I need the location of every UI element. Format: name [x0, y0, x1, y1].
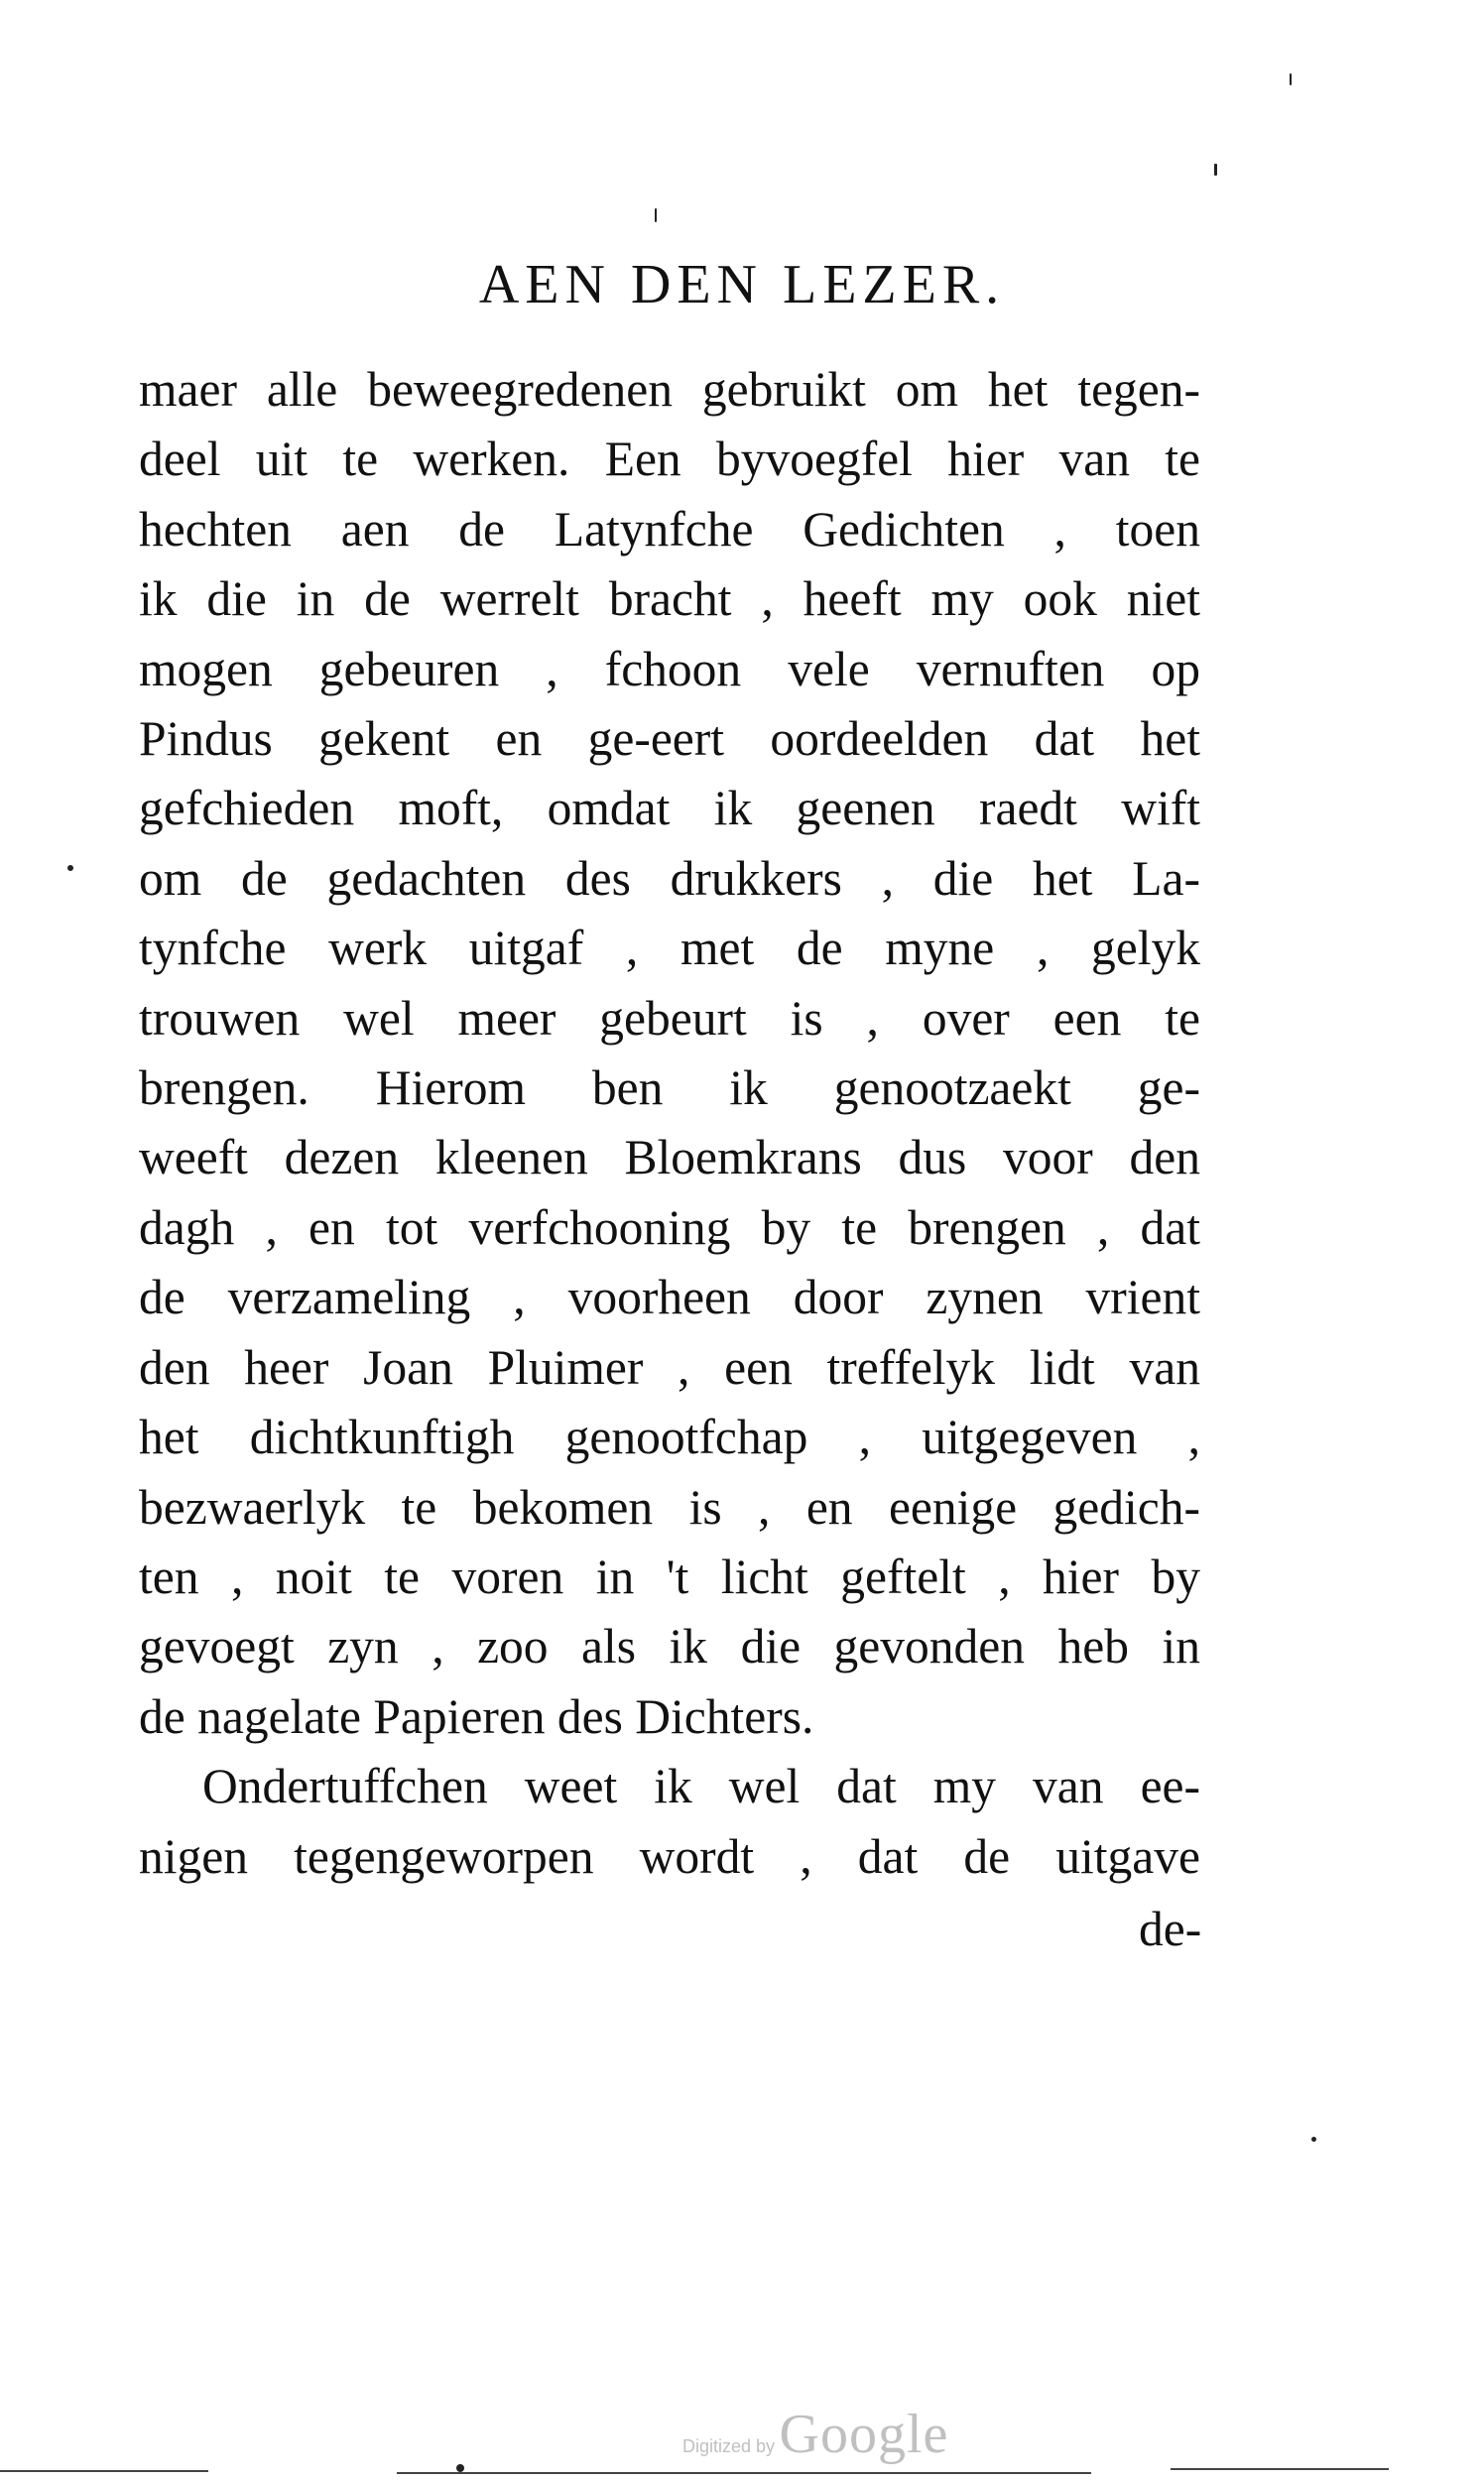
scan-speck — [1311, 2137, 1316, 2142]
text-line: hechten aen de Latynfche Gedichten , toen — [139, 501, 1200, 557]
paragraph-last-line: de nagelate Papieren des Dichters. — [139, 1688, 814, 1744]
watermark-prefix: Digitized by — [682, 2436, 776, 2456]
scan-speck — [456, 2464, 464, 2472]
body-text — [139, 355, 1200, 1892]
paragraph-first-line: Ondertuffchen weet ik wel dat my van ee- — [202, 1759, 1200, 1814]
scan-speck — [1290, 73, 1292, 85]
text-line: bezwaerlyk te bekomen is , en eenige gedich- — [139, 1479, 1200, 1535]
watermark-brand: Google — [779, 2404, 949, 2465]
text-line: Pindus gekent en ge-eert oordeelden dat het — [139, 711, 1200, 767]
text-line: de verzameling , voorheen door zynen vrient — [139, 1270, 1200, 1325]
text-line: mogen gebeuren , fchoon vele vernuften op — [139, 641, 1200, 696]
scan-speck — [1214, 164, 1217, 176]
text-line: het dichtkunftigh genootfchap , uitgegeven , — [139, 1410, 1200, 1465]
text-line: gefchieden moft, omdat ik geenen raedt wift — [139, 781, 1200, 836]
text-line: om de gedachten des drukkers , die het La- — [139, 850, 1200, 906]
text-line: deel uit te werken. Een byvoegfel hier van te — [139, 432, 1200, 487]
text-line: gevoegt zyn , zoo als ik die gevonden heb in — [139, 1619, 1200, 1675]
text-line: maer alle beweegredenen gebruikt om het tegen- — [139, 362, 1200, 417]
text-line: ten , noit te voren in 't licht geftelt , hier by — [139, 1549, 1200, 1604]
catchword: de- — [1139, 1902, 1202, 1956]
edge-rule — [1171, 2468, 1389, 2470]
text-line: dagh , en tot verfchooning by te brengen , dat — [139, 1199, 1200, 1255]
scan-speck — [67, 865, 73, 871]
text-line: trouwen wel meer gebeurt is , over een te — [139, 990, 1200, 1046]
text-line: brengen. Hierom ben ik genootzaekt ge- — [139, 1060, 1200, 1116]
text-line: nigen tegengeworpen wordt , dat de uitgave — [139, 1828, 1200, 1884]
edge-rule — [397, 2472, 1091, 2474]
text-line: tynfche werk uitgaf , met de myne , gelyk — [139, 921, 1200, 976]
text-line: den heer Joan Pluimer , een treffelyk lidt van — [139, 1339, 1200, 1395]
running-header: AEN DEN LEZER. — [478, 254, 1006, 315]
edge-rule — [0, 2470, 208, 2472]
text-line: ik die in de werrelt bracht , heeft my ook niet — [139, 571, 1200, 627]
text-line: weeft dezen kleenen Bloemkrans dus voor den — [139, 1130, 1200, 1185]
scan-speck — [655, 208, 657, 222]
digitized-watermark — [682, 2403, 948, 2466]
